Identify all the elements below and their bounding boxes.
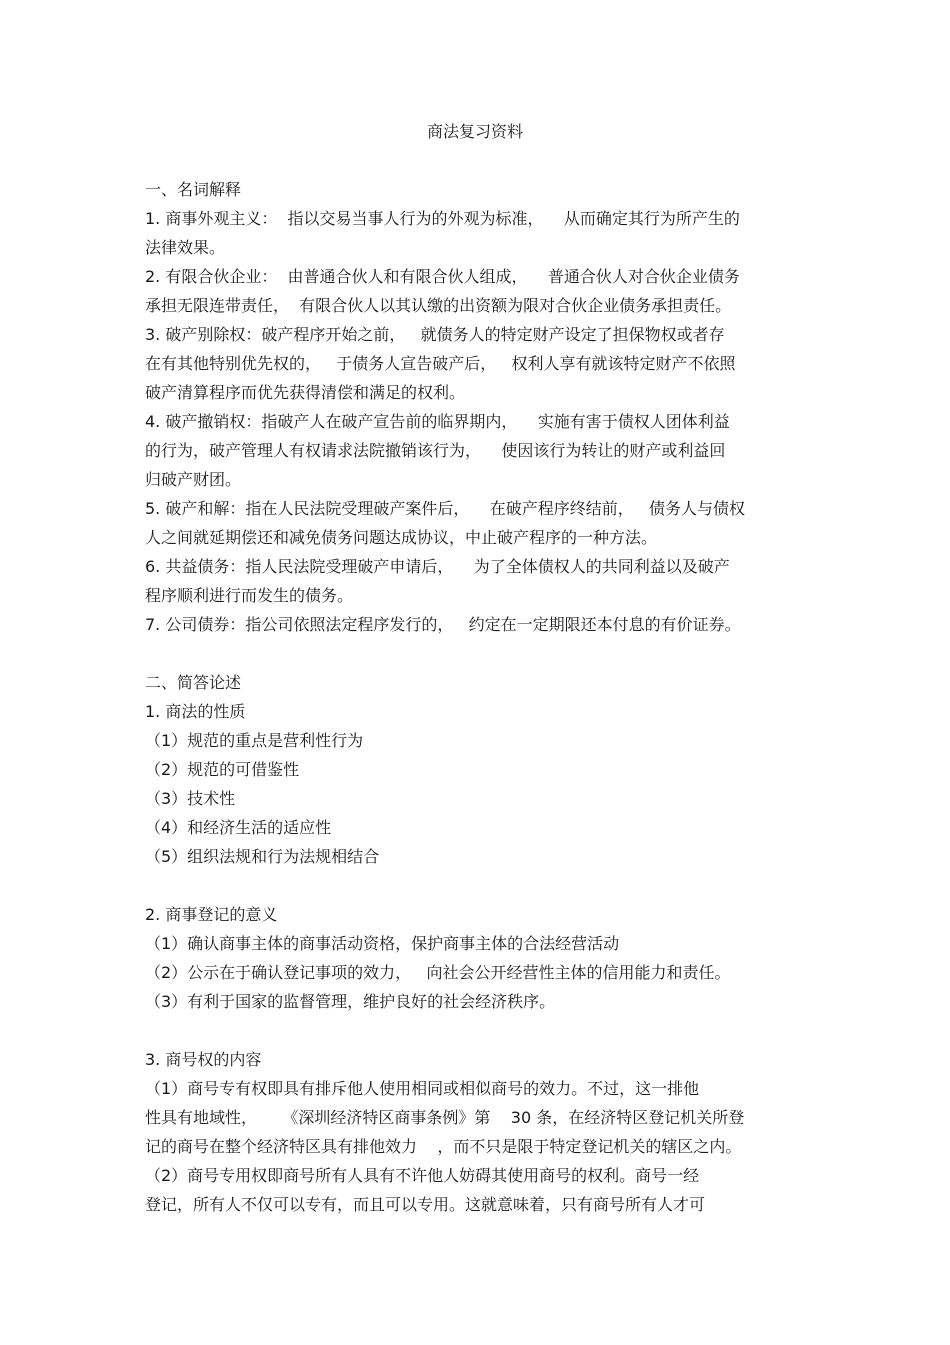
text-line: 1. 商法的性质 <box>145 702 246 721</box>
text-line: （2）公示在于确认登记事项的效力， 向社会公开经营性主体的信用能力和责任。 <box>145 963 731 982</box>
blank-line <box>145 1016 815 1045</box>
text-line: 登记，所有人不仅可以专有，而且可以专用。这就意味着，只有商号所有人才可 <box>145 1195 706 1214</box>
text-line: 归破产财团。 <box>145 470 242 489</box>
text-line: （2）规范的可借鉴性 <box>145 760 300 779</box>
text-line: 3. 破产别除权：破产程序开始之前， 就债务人的特定财产设定了担保物权或者存 <box>145 325 725 344</box>
blank-line <box>145 871 815 900</box>
text-line: （4）和经济生活的适应性 <box>145 818 332 837</box>
text-line: 2. 商事登记的意义 <box>145 905 278 924</box>
text-line: 5. 破产和解：指在人民法院受理破产案件后， 在破产程序终结前， 债务人与债权 <box>145 499 745 518</box>
text-line: 一、名词解释 <box>145 180 242 199</box>
text-line: 承担无限连带责任， 有限合伙人以其认缴的出资额为限对合伙企业债务承担责任。 <box>145 296 732 315</box>
text-line: 6. 共益债务：指人民法院受理破产申请后， 为了全体债权人的共同利益以及破产 <box>145 557 730 576</box>
text-line: 2. 有限合伙企业： 由普通合伙人和有限合伙人组成， 普通合伙人对合伙企业债务 <box>145 267 740 286</box>
text-line: （3）技术性 <box>145 789 236 808</box>
document-body <box>145 175 815 1219</box>
text-line: 性具有地域性， 《深圳经济特区商事条例》第 30 条，在经济特区登记机关所登 <box>145 1108 745 1127</box>
text-line: 二、简答论述 <box>145 673 242 692</box>
text-line: 程序顺利进行而发生的债务。 <box>145 586 354 605</box>
text-line: 法律效果。 <box>145 238 226 257</box>
text-line: （5）组织法规和行为法规相结合 <box>145 847 380 866</box>
text-line: 7. 公司债券：指公司依照法定程序发行的， 约定在一定期限还本付息的有价证券。 <box>145 615 741 634</box>
text-line: （1）商号专有权即具有排斥他人使用相同或相似商号的效力。不过，这一排他 <box>145 1079 700 1098</box>
text-line: 的行为，破产管理人有权请求法院撤销该行为， 使因该行为转让的财产或利益回 <box>145 441 726 460</box>
blank-line <box>145 639 815 668</box>
text-line: 4. 破产撤销权：指破产人在破产宣告前的临界期内， 实施有害于债权人团体利益 <box>145 412 730 431</box>
text-line: （1）规范的重点是营利性行为 <box>145 731 364 750</box>
text-line: （1）确认商事主体的商事活动资格，保护商事主体的合法经营活动 <box>145 934 620 953</box>
text-line: （3）有利于国家的监督管理，维护良好的社会经济秩序。 <box>145 992 556 1011</box>
text-line: （2）商号专用权即商号所有人具有不许他人妨碍其使用商号的权利。商号一经 <box>145 1166 700 1185</box>
text-line: 记的商号在整个经济特区具有排他效力 ，而不只是限于特定登记机关的辖区之内。 <box>145 1137 742 1156</box>
text-line: 人之间就延期偿还和减免债务问题达成协议，中止破产程序的一种方法。 <box>145 528 658 547</box>
text-line: 破产清算程序而优先获得清偿和满足的权利。 <box>145 383 466 402</box>
document-title: 商法复习资料 <box>426 122 523 141</box>
text-line: 3. 商号权的内容 <box>145 1050 262 1069</box>
text-line: 在有其他特别优先权的， 于债务人宣告破产后， 权利人享有就该特定财产不依照 <box>145 354 736 373</box>
text-line: 1. 商事外观主义： 指以交易当事人行为的外观为标准， 从而确定其行为所产生的 <box>145 209 740 228</box>
